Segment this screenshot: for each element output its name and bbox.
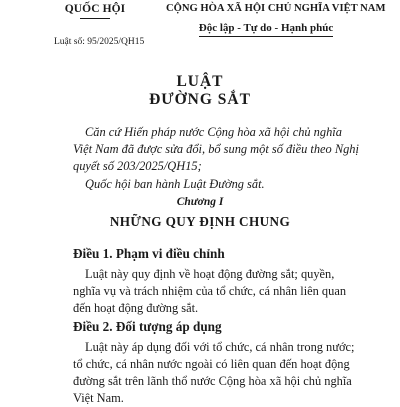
preamble-line: Quốc hội ban hành Luật Đường sắt. xyxy=(85,177,265,191)
preamble-line: Căn cứ Hiến pháp nước Cộng hòa xã hội chủ nghĩa xyxy=(85,125,342,139)
preamble xyxy=(73,124,373,193)
document-type: LUẬT xyxy=(176,73,224,90)
law-number: Luật số: 95/2025/QH15 xyxy=(54,37,145,47)
preamble-line: Việt Nam đã được sửa đổi, bổ sung một số điều theo Nghị xyxy=(73,142,359,156)
national-motto: Độc lập - Tự do - Hạnh phúc xyxy=(199,21,333,37)
article-2-line: Việt Nam. xyxy=(73,391,124,405)
national-header xyxy=(166,2,386,37)
issuing-authority xyxy=(50,2,140,19)
article-1-line: nghĩa vụ và trách nhiệm của tổ chức, cá nhân liên quan xyxy=(73,284,347,298)
article-1-body xyxy=(73,266,371,317)
article-2-body xyxy=(73,339,371,407)
article-2-line: tổ chức, cá nhân nước ngoài có liên quan đến hoạt động xyxy=(73,357,350,371)
chapter-label: Chương I xyxy=(176,196,224,208)
article-2-line: đường sắt trên lãnh thổ nước Cộng hòa xã hội chủ nghĩa xyxy=(73,374,352,388)
article-1-heading: Điều 1. Phạm vi điều chỉnh xyxy=(73,246,225,261)
document-title: ĐƯỜNG SẮT xyxy=(149,91,251,108)
article-2-heading: Điều 2. Đối tượng áp dụng xyxy=(73,319,222,334)
article-2-line: Luật này áp dụng đối với tổ chức, cá nhân trong nước; xyxy=(85,340,355,354)
nation-name: CỘNG HÒA XÃ HỘI CHỦ NGHĨA VIỆT NAM xyxy=(166,3,386,14)
organization-underline xyxy=(80,18,110,19)
article-1-line: Luật này quy định về hoạt động đường sắt; quyền, xyxy=(85,267,335,281)
chapter-title: NHỮNG QUY ĐỊNH CHUNG xyxy=(109,214,291,229)
preamble-line: quyết số 203/2025/QH15; xyxy=(73,159,202,173)
organization-name: QUỐC HỘI xyxy=(64,3,126,15)
article-1-line: đến hoạt động đường sắt. xyxy=(73,301,199,315)
